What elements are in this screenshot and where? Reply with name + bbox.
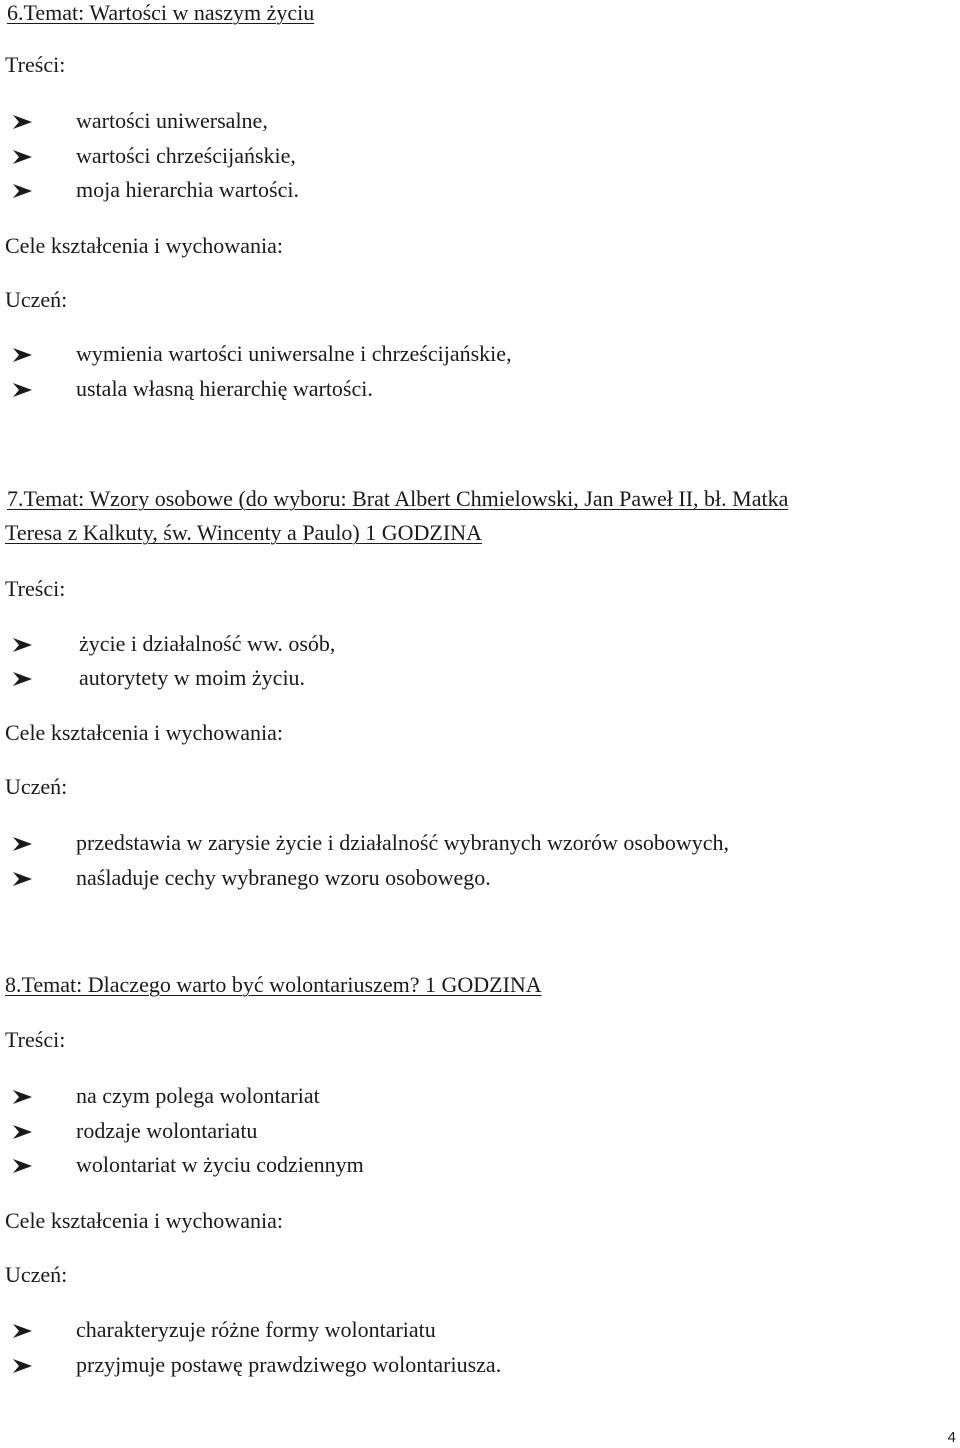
section7-heading-line2: Teresa z Kalkuty, św. Wincenty a Paulo) 1 GODZINA <box>5 520 482 545</box>
list-item-text: moja hierarchia wartości. <box>76 177 299 202</box>
arrowhead-bullet-icon <box>12 347 26 361</box>
arrowhead-bullet-icon <box>12 1323 26 1337</box>
list-item-text: na czym polega wolontariat <box>76 1083 320 1108</box>
list-item-text: wartości chrześcijańskie, <box>76 143 296 168</box>
list-item-text: ustala własną hierarchię wartości. <box>76 376 373 401</box>
section8-heading: 8.Temat: Dlaczego warto być wolontariuszem? 1 GODZINA <box>5 972 542 997</box>
arrowhead-bullet-icon <box>12 1124 26 1138</box>
arrowhead-bullet-icon <box>12 1089 26 1103</box>
section8-cele-label: Cele kształcenia i wychowania: <box>5 1208 283 1233</box>
page-number: 4 <box>947 1429 956 1446</box>
section7-heading-line1: 7.Temat: Wzory osobowe (do wyboru: Brat Albert Chmielowski, Jan Paweł II, bł. Matka <box>7 486 789 511</box>
arrowhead-bullet-icon <box>12 114 26 128</box>
arrowhead-bullet-icon <box>12 149 26 163</box>
section6-cele-label: Cele kształcenia i wychowania: <box>5 233 283 258</box>
arrowhead-bullet-icon <box>12 836 26 850</box>
list-item-text: autorytety w moim życiu. <box>79 665 306 690</box>
arrowhead-bullet-icon <box>12 671 26 685</box>
section8-uczen-label: Uczeń: <box>5 1262 68 1287</box>
section7-tresci-label: Treści: <box>5 576 66 601</box>
section6-uczen-label: Uczeń: <box>5 287 68 312</box>
list-item-text: wartości uniwersalne, <box>76 108 268 133</box>
section6-tresci-label: Treści: <box>5 52 66 77</box>
arrowhead-bullet-icon <box>12 382 26 396</box>
list-item-text: rodzaje wolontariatu <box>76 1118 258 1143</box>
section7-uczen-label: Uczeń: <box>5 774 68 799</box>
section6-heading: 6.Temat: Wartości w naszym życiu <box>7 0 315 25</box>
arrowhead-bullet-icon <box>12 1158 26 1172</box>
list-item-text: przyjmuje postawę prawdziwego wolontariusza. <box>76 1352 502 1377</box>
list-item-text: wolontariat w życiu codziennym <box>76 1152 364 1177</box>
section7-cele-label: Cele kształcenia i wychowania: <box>5 720 283 745</box>
list-item-text: życie i działalność ww. osób, <box>79 631 336 656</box>
list-item-text: wymienia wartości uniwersalne i chrześcijańskie, <box>76 341 512 366</box>
section8-tresci-label: Treści: <box>5 1027 66 1052</box>
list-item-text: przedstawia w zarysie życie i działalność wybranych wzorów osobowych, <box>76 830 730 855</box>
list-item-text: charakteryzuje różne formy wolontariatu <box>76 1317 436 1342</box>
arrowhead-bullet-icon <box>12 1358 26 1372</box>
arrowhead-bullet-icon <box>12 183 26 197</box>
arrowhead-bullet-icon <box>12 637 26 651</box>
arrowhead-bullet-icon <box>12 871 26 885</box>
list-item-text: naśladuje cechy wybranego wzoru osobowego. <box>76 865 491 890</box>
